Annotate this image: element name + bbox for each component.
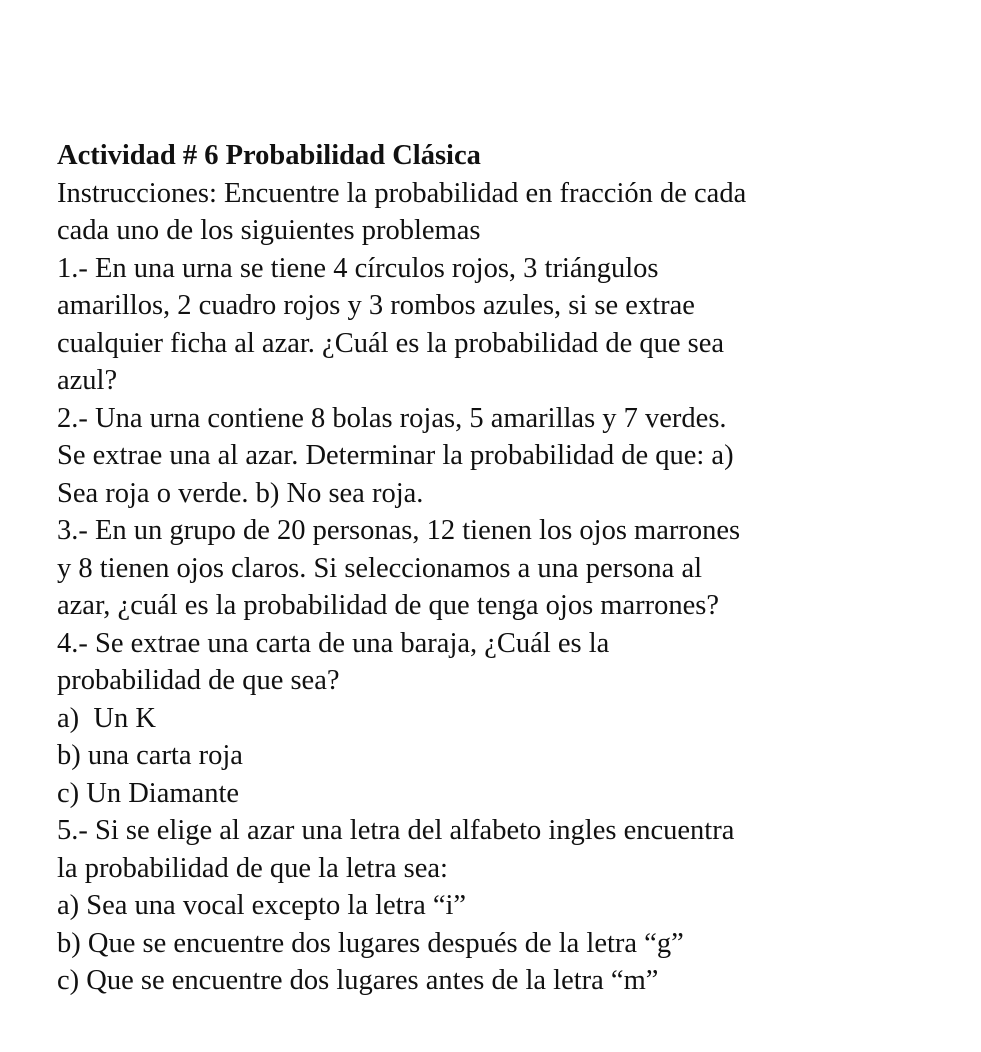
problem-2-line: Sea roja o verde. b) No sea roja. (57, 477, 424, 509)
instructions-line: Instrucciones: Encuentre la probabilidad en fracción de cada (57, 177, 747, 209)
problem-5-line: la probabilidad de que la letra sea: (57, 852, 448, 884)
instructions-line: cada uno de los siguientes problemas (57, 215, 481, 246)
problem-3 (57, 512, 957, 625)
problem-4-option: c) Un Diamante (57, 777, 240, 809)
problem-5 (57, 812, 957, 1000)
problem-1 (57, 250, 957, 400)
problem-5-line: 5.- Si se elige al azar una letra del alfabeto ingles encuentra (57, 815, 735, 846)
problem-3-line: 3.- En un grupo de 20 personas, 12 tienen los ojos marrones (57, 515, 741, 546)
problem-5-option: c) Que se encuentre dos lugares antes de la letra “m” (57, 965, 659, 996)
problem-3-line: y 8 tienen ojos claros. Si seleccionamos a una persona al (57, 552, 703, 584)
problem-1-line: amarillos, 2 cuadro rojos y 3 rombos azules, si se extrae (57, 290, 695, 321)
problem-4-line: 4.- Se extrae una carta de una baraja, ¿Cuál es la (57, 627, 610, 659)
problem-1-line: azul? (57, 365, 118, 396)
problem-5-option: b) Que se encuentre dos lugares después de la letra “g” (57, 927, 684, 959)
document-title: Actividad # 6 Probabilidad Clásica (57, 140, 481, 171)
problem-2-line: Se extrae una al azar. Determinar la probabilidad de que: a) (57, 440, 734, 471)
problem-5-option: a) Sea una vocal excepto la letra “i” (57, 890, 467, 921)
problem-3-line: azar, ¿cuál es la probabilidad de que tenga ojos marrones? (57, 590, 719, 621)
problem-4-option: a) Un K (57, 702, 156, 734)
problem-2-line: 2.- Una urna contiene 8 bolas rojas, 5 amarillas y 7 verdes. (57, 402, 727, 434)
problem-2 (57, 400, 957, 513)
problem-4-line: probabilidad de que sea? (57, 665, 340, 696)
document-body (57, 137, 957, 1000)
problem-1-line: 1.- En una urna se tiene 4 círculos rojos, 3 triángulos (57, 252, 659, 284)
problem-1-line: cualquier ficha al azar. ¿Cuál es la probabilidad de que sea (57, 327, 725, 359)
problem-4-option: b) una carta roja (57, 740, 243, 771)
problem-4 (57, 625, 957, 813)
instructions (57, 175, 957, 250)
